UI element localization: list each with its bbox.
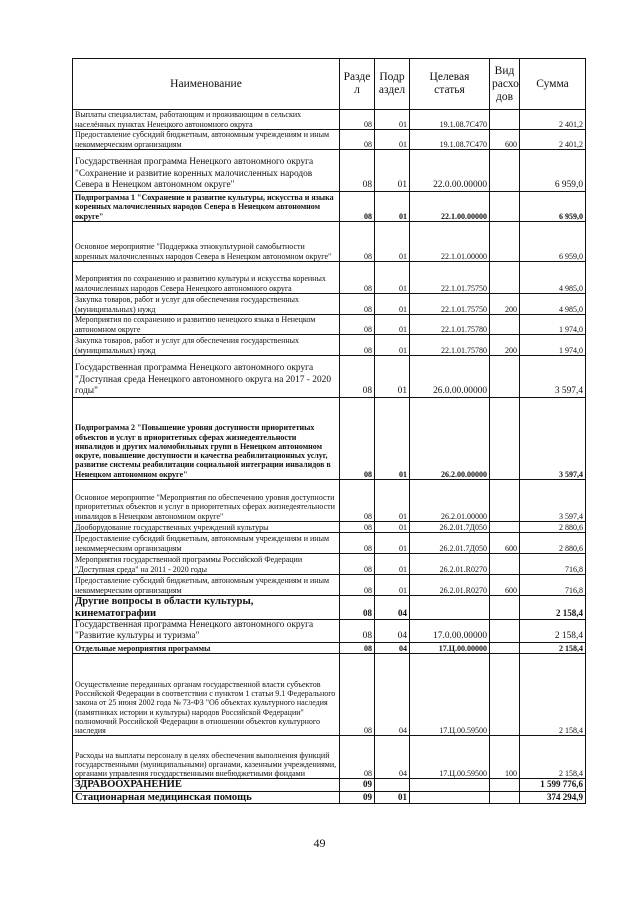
row-name: ЗДРАВООХРАНЕНИЕ — [73, 779, 340, 792]
row-sum: 3 597,4 — [520, 398, 586, 480]
row-subsection: 01 — [375, 294, 410, 315]
row-target: 22.1.01.75780 — [410, 315, 490, 335]
row-name: Другие вопросы в области культуры, кинематографии — [73, 596, 340, 620]
row-sum: 3 597,4 — [520, 356, 586, 398]
table-row — [73, 643, 586, 654]
row-subsection: 01 — [375, 130, 410, 150]
table-row — [73, 110, 586, 130]
row-subsection: 01 — [375, 480, 410, 522]
row-subsection — [375, 779, 410, 792]
row-name: Государственная программа Ненецкого автономного округа "Развитие культуры и туризма" — [73, 620, 340, 643]
row-name: Осуществление переданных органам государственной власти субъектов Российской Федерации в соответствии с пунктом 1 статьи 9.1 Федерального закона от 25 июня 2002 года № 73-ФЗ "Об объектах культурного наследия (памятниках истории и культуры) народов Российской Федерации" полномочий Российской Федерации в отношении объектов культурного наследия — [73, 654, 340, 736]
row-subsection: 01 — [375, 533, 410, 554]
row-sum: 716,8 — [520, 575, 586, 596]
row-section: 08 — [340, 643, 375, 654]
row-expense-type — [490, 620, 520, 643]
row-section: 08 — [340, 150, 375, 192]
budget-table — [72, 58, 586, 804]
row-name: Подпрограмма 1 "Сохранение и развитие культуры, искусства и языка коренных малочисленных народов Севера в Ненецком автономном округе" — [73, 192, 340, 222]
row-target: 22.1.01.75780 — [410, 335, 490, 356]
row-sum: 2 158,4 — [520, 654, 586, 736]
row-section: 08 — [340, 222, 375, 262]
header-sum: Сумма — [520, 59, 586, 110]
row-expense-type — [490, 150, 520, 192]
header-subsection: Подр аздел — [375, 59, 410, 110]
row-sum: 1 599 776,6 — [520, 779, 586, 792]
table-row — [73, 335, 586, 356]
row-target: 26.2.01.R0270 — [410, 575, 490, 596]
row-expense-type: 200 — [490, 294, 520, 315]
row-section: 08 — [340, 522, 375, 533]
row-section: 08 — [340, 736, 375, 779]
row-sum: 2 401,2 — [520, 110, 586, 130]
table-row — [73, 262, 586, 294]
row-name: Закупка товаров, работ и услуг для обеспечения государственных (муниципальных) нужд — [73, 335, 340, 356]
row-expense-type: 600 — [490, 533, 520, 554]
row-target: 26.2.00.00000 — [410, 398, 490, 480]
row-expense-type: 600 — [490, 575, 520, 596]
row-expense-type — [490, 779, 520, 792]
row-section: 08 — [340, 130, 375, 150]
row-subsection: 04 — [375, 596, 410, 620]
row-expense-type — [490, 110, 520, 130]
table-row — [73, 222, 586, 262]
row-target: 19.1.08.7С470 — [410, 130, 490, 150]
row-target — [410, 779, 490, 792]
table-body — [73, 110, 586, 804]
row-expense-type: 200 — [490, 335, 520, 356]
table-row — [73, 130, 586, 150]
row-section: 08 — [340, 262, 375, 294]
row-section: 08 — [340, 575, 375, 596]
row-name: Дооборудование государственных учреждений культуры — [73, 522, 340, 533]
row-sum: 2 158,4 — [520, 596, 586, 620]
row-subsection: 01 — [375, 522, 410, 533]
row-section: 09 — [340, 779, 375, 792]
row-subsection: 01 — [375, 315, 410, 335]
row-sum: 6 959,0 — [520, 192, 586, 222]
row-expense-type — [490, 315, 520, 335]
header-name: Наименование — [73, 59, 340, 110]
row-expense-type — [490, 356, 520, 398]
row-name: Отдельные мероприятия программы — [73, 643, 340, 654]
row-section: 08 — [340, 356, 375, 398]
row-section: 08 — [340, 654, 375, 736]
table-row — [73, 620, 586, 643]
row-sum: 2 880,6 — [520, 533, 586, 554]
row-subsection: 01 — [375, 791, 410, 804]
row-sum: 4 985,0 — [520, 294, 586, 315]
table-row — [73, 533, 586, 554]
budget-table-container — [72, 58, 585, 804]
table-row — [73, 554, 586, 575]
row-subsection: 04 — [375, 736, 410, 779]
row-target: 26.2.01.R0270 — [410, 554, 490, 575]
row-target: 22.1.01.75750 — [410, 262, 490, 294]
row-target: 22.0.00.00000 — [410, 150, 490, 192]
header-target: Целевая статья — [410, 59, 490, 110]
row-section: 08 — [340, 398, 375, 480]
row-sum: 2 158,4 — [520, 620, 586, 643]
row-sum: 6 959,0 — [520, 222, 586, 262]
row-subsection: 01 — [375, 222, 410, 262]
row-sum: 716,8 — [520, 554, 586, 575]
row-expense-type — [490, 654, 520, 736]
row-subsection: 01 — [375, 150, 410, 192]
row-sum: 2 401,2 — [520, 130, 586, 150]
table-row — [73, 654, 586, 736]
row-section: 08 — [340, 192, 375, 222]
page-number: 49 — [313, 836, 326, 850]
row-subsection: 01 — [375, 110, 410, 130]
row-subsection: 04 — [375, 654, 410, 736]
row-section: 08 — [340, 110, 375, 130]
row-section: 08 — [340, 294, 375, 315]
table-row — [73, 596, 586, 620]
row-target: 26.2.01.7Д050 — [410, 533, 490, 554]
row-section: 09 — [340, 791, 375, 804]
table-row — [73, 192, 586, 222]
table-row — [73, 150, 586, 192]
row-section: 08 — [340, 480, 375, 522]
row-section: 08 — [340, 533, 375, 554]
row-subsection: 01 — [375, 575, 410, 596]
row-expense-type — [490, 522, 520, 533]
row-target — [410, 596, 490, 620]
table-row — [73, 575, 586, 596]
row-subsection: 01 — [375, 192, 410, 222]
row-expense-type — [490, 192, 520, 222]
row-target: 17.0.00.00000 — [410, 620, 490, 643]
row-target: 26.0.00.00000 — [410, 356, 490, 398]
row-name: Предоставление субсидий бюджетным, автономным учреждениям и иным некоммерческим организациям — [73, 533, 340, 554]
row-subsection: 01 — [375, 262, 410, 294]
row-target: 22.1.01.00000 — [410, 222, 490, 262]
row-expense-type — [490, 554, 520, 575]
row-section: 08 — [340, 315, 375, 335]
row-subsection: 04 — [375, 620, 410, 643]
row-subsection: 01 — [375, 335, 410, 356]
row-name: Государственная программа Ненецкого автономного округа "Доступная среда Ненецкого автономного округа на 2017 - 2020 годы" — [73, 356, 340, 398]
row-sum: 2 880,6 — [520, 522, 586, 533]
row-expense-type — [490, 222, 520, 262]
row-expense-type — [490, 596, 520, 620]
table-row — [73, 315, 586, 335]
row-name: Расходы на выплаты персоналу в целях обеспечения выполнения функций государственными (муниципальными) органами, казенными учреждениями, органами управления государственными внебюджетными фондами — [73, 736, 340, 779]
row-target: 22.1.01.75750 — [410, 294, 490, 315]
row-sum: 1 974,0 — [520, 315, 586, 335]
table-row — [73, 779, 586, 792]
row-expense-type: 600 — [490, 130, 520, 150]
row-sum: 2 158,4 — [520, 736, 586, 779]
row-target: 17.Ц.00.59500 — [410, 736, 490, 779]
row-sum: 374 294,9 — [520, 791, 586, 804]
row-name: Предоставление субсидий бюджетным, автономным учреждениям и иным некоммерческим организациям — [73, 575, 340, 596]
table-row — [73, 398, 586, 480]
row-name: Основное мероприятие "Поддержка этнокультурной самобытности коренных малочисленных народов Севера в Ненецком автономном округе" — [73, 222, 340, 262]
row-subsection: 04 — [375, 643, 410, 654]
row-sum: 3 597,4 — [520, 480, 586, 522]
row-target: 19.1.08.7С470 — [410, 110, 490, 130]
row-subsection: 01 — [375, 398, 410, 480]
row-name: Подпрограмма 2 "Повышение уровня доступности приоритетных объектов и услуг в приоритетных сферах жизнедеятельности инвалидов и других маломобильных групп в Ненецком автономном округе, повышение доступности и качества реабилитационных услуг, развитие системы реабилитации социальной интеграции инвалидов в Ненецком автономном округе" — [73, 398, 340, 480]
row-section: 08 — [340, 620, 375, 643]
row-name: Мероприятия по сохранению и развитию ненецкого языка в Ненецком автономном округе — [73, 315, 340, 335]
row-expense-type — [490, 398, 520, 480]
row-sum: 2 158,4 — [520, 643, 586, 654]
row-sum: 4 985,0 — [520, 262, 586, 294]
row-name: Мероприятия по сохранению и развитию культуры и искусства коренных малочисленных народов Севера Ненецкого автономного округа — [73, 262, 340, 294]
row-expense-type — [490, 480, 520, 522]
row-name: Стационарная медицинская помощь — [73, 791, 340, 804]
row-target: 26.2.01.00000 — [410, 480, 490, 522]
row-subsection: 01 — [375, 356, 410, 398]
row-target: 22.1.00.00000 — [410, 192, 490, 222]
table-header-row — [73, 59, 586, 110]
row-sum: 1 974,0 — [520, 335, 586, 356]
row-target: 26.2.01.7Д050 — [410, 522, 490, 533]
row-target — [410, 791, 490, 804]
row-name: Закупка товаров, работ и услуг для обеспечения государственных (муниципальных) нужд — [73, 294, 340, 315]
table-row — [73, 791, 586, 804]
table-row — [73, 480, 586, 522]
row-expense-type — [490, 262, 520, 294]
row-section: 08 — [340, 335, 375, 356]
table-row — [73, 736, 586, 779]
row-expense-type: 100 — [490, 736, 520, 779]
row-expense-type — [490, 791, 520, 804]
header-expense-type: Вид расхо дов — [490, 59, 520, 110]
row-section: 08 — [340, 554, 375, 575]
row-name: Основное мероприятие "Мероприятия по обеспечению уровня доступности приоритетных объектов и услуг в приоритетных сферах жизнедеятельности инвалидов в Ненецком автономном округе" — [73, 480, 340, 522]
row-section: 08 — [340, 596, 375, 620]
row-sum: 6 959,0 — [520, 150, 586, 192]
table-row — [73, 294, 586, 315]
row-name: Государственная программа Ненецкого автономного округа "Сохранение и развитие коренных малочисленных народов Севера в Ненецком автономном округе" — [73, 150, 340, 192]
row-expense-type — [490, 643, 520, 654]
header-section: Разде л — [340, 59, 375, 110]
row-name: Выплаты специалистам, работающим и проживающим в сельских населённых пунктах Ненецкого автономного округа — [73, 110, 340, 130]
row-name: Предоставление субсидий бюджетным, автономным учреждениям и иным некоммерческим организациям — [73, 130, 340, 150]
row-name: Мероприятия государственной программы Российской Федерации "Доступная среда" на 2011 - 2020 годы — [73, 554, 340, 575]
row-target: 17.Ц.00.00000 — [410, 643, 490, 654]
table-row — [73, 522, 586, 533]
row-subsection: 01 — [375, 554, 410, 575]
table-row — [73, 356, 586, 398]
row-target: 17.Ц.00.59500 — [410, 654, 490, 736]
